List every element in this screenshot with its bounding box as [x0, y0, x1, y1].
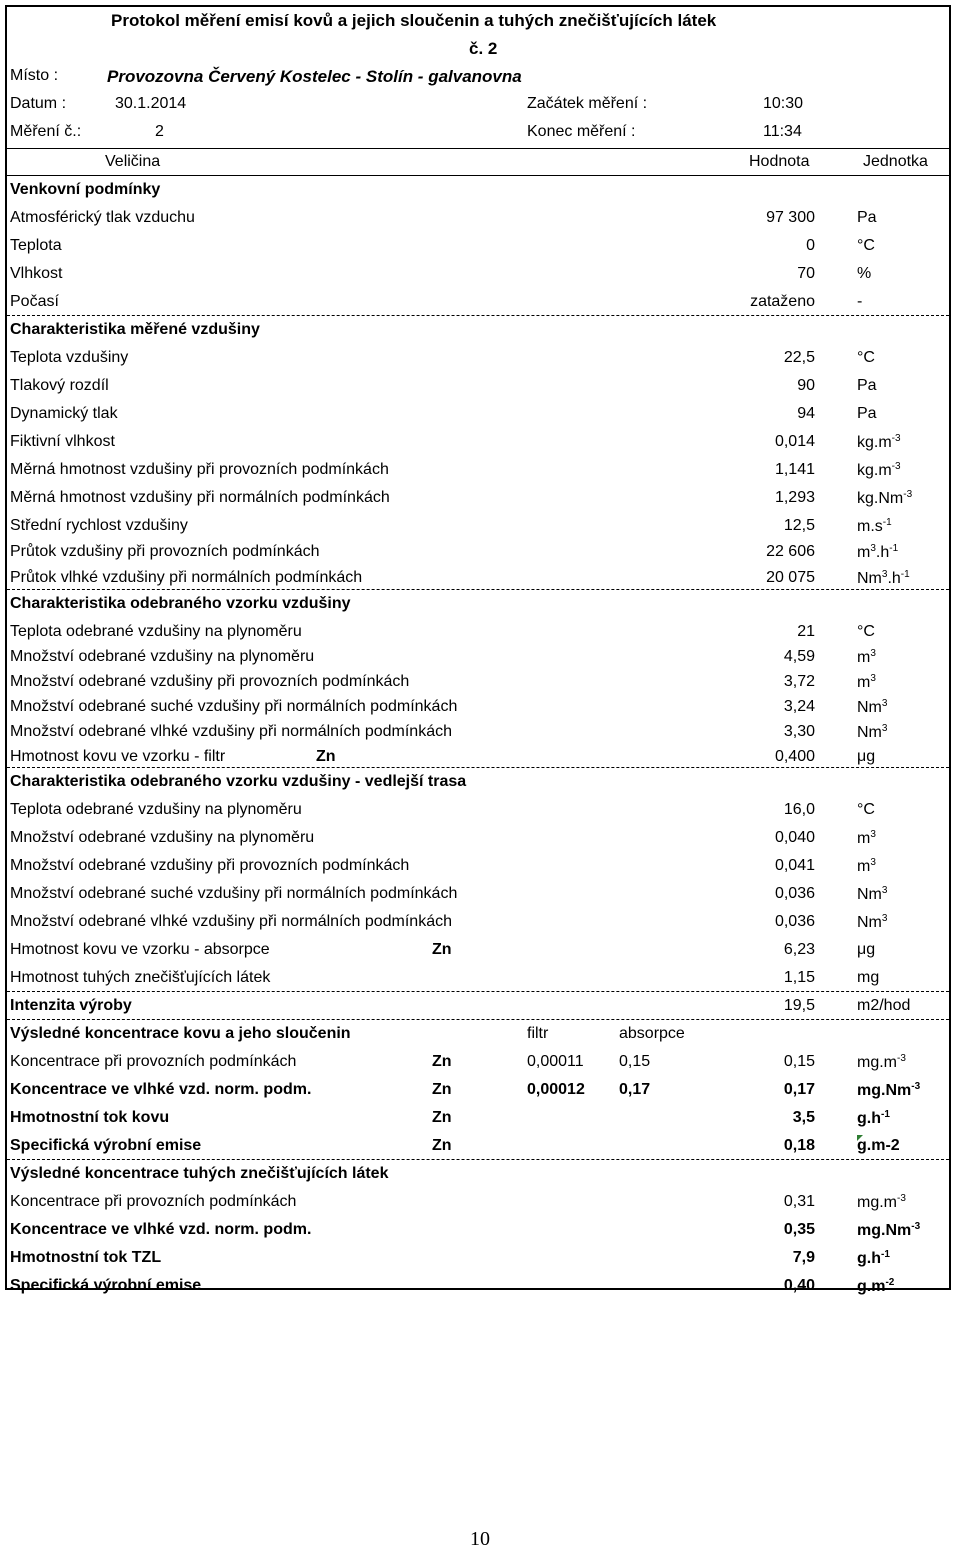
outdoor-unit: -	[857, 293, 863, 310]
sample-row	[7, 694, 949, 720]
end-value: 11:34	[763, 123, 802, 140]
measured-name: Dynamický tlak	[10, 405, 118, 422]
page-number: 10	[470, 1528, 490, 1550]
section-title: Charakteristika odebraného vzorku vzdušiny - vedlejší trasa	[10, 773, 467, 790]
side-element: Zn	[432, 941, 452, 958]
protocol-sheet	[5, 5, 951, 1295]
sample-unit: °C	[857, 623, 875, 640]
result-tzl-unit: $g.m^{-2}$	[857, 1277, 895, 1295]
side-unit: $m^3$	[857, 857, 876, 875]
outdoor-unit: %	[857, 265, 872, 282]
measured-value: 94	[797, 405, 815, 422]
side-row	[7, 909, 949, 935]
sample-unit: $m^3$	[857, 648, 876, 666]
result-metal-absorpce: 0,17	[619, 1081, 651, 1098]
sample-unit: μg	[857, 748, 876, 765]
side-unit: °C	[857, 801, 875, 818]
measured-unit: $m^3.h^{-1}$	[857, 543, 899, 561]
unit-superscript: -1	[882, 517, 892, 528]
measured-row	[7, 485, 949, 511]
unit-superscript: 3	[870, 857, 876, 868]
row-separator	[7, 315, 949, 316]
side-row	[7, 965, 949, 991]
result-tzl-name: Koncentrace ve vlhké vzd. norm. podm.	[10, 1221, 312, 1238]
outdoor-name: Atmosférický tlak vzduchu	[10, 209, 195, 226]
outdoor-unit: °C	[857, 237, 875, 254]
section-outdoor	[7, 177, 949, 203]
sample-value: 3,30	[783, 723, 815, 740]
section-title: Výsledné koncentrace kovu a jeho sloučenin	[10, 1025, 351, 1042]
row-separator	[7, 175, 949, 176]
row-separator	[7, 1019, 949, 1020]
measured-value: 22 606	[766, 543, 815, 560]
measured-name: Měrná hmotnost vzdušiny při provozních podmínkách	[10, 461, 389, 478]
sample-name: Množství odebrané vzdušiny při provozních podmínkách	[10, 673, 410, 690]
measured-value: 22,5	[783, 349, 815, 366]
measured-row	[7, 565, 949, 591]
result-metal-absorpce: 0,15	[619, 1053, 651, 1070]
sample-name: Množství odebrané suché vzdušiny při normálních podmínkách	[10, 698, 458, 715]
measured-unit: $kg.m^{-3}$	[857, 433, 901, 451]
side-row	[7, 853, 949, 879]
section-title: Venkovní podmínky	[10, 181, 161, 198]
side-unit: mg	[857, 969, 880, 986]
side-row	[7, 797, 949, 823]
section-title: Charakteristika odebraného vzorku vzdušiny	[10, 595, 351, 612]
mereni-label: Měření č.:	[10, 123, 82, 140]
section-sample	[7, 591, 949, 617]
measured-unit: $m.s^{-1}$	[857, 517, 892, 535]
side-value: 0,040	[774, 829, 815, 846]
sample-row	[7, 719, 949, 745]
column-absorpce: absorpce	[619, 1025, 685, 1042]
row-separator	[7, 1159, 949, 1160]
outdoor-row	[7, 289, 949, 315]
result-metal-element: Zn	[432, 1081, 452, 1098]
outdoor-name: Vlhkost	[10, 265, 63, 282]
sample-row	[7, 619, 949, 645]
result-tzl-row	[7, 1245, 949, 1271]
result-tzl-value: 0,40	[783, 1277, 815, 1294]
result-metal-name: Specifická výrobní emise	[10, 1137, 202, 1154]
measured-value: 12,5	[783, 517, 815, 534]
unit-superscript: 3	[881, 885, 888, 896]
outdoor-name: Teplota	[10, 237, 62, 254]
result-metal-unit: g.m-2	[857, 1137, 900, 1154]
side-value: 16,0	[783, 801, 815, 818]
result-metal-row	[7, 1049, 949, 1075]
sample-row	[7, 644, 949, 670]
title-row-2	[7, 37, 949, 63]
result-tzl-row	[7, 1189, 949, 1215]
end-label: Konec měření :	[527, 123, 636, 140]
side-unit: μg	[857, 941, 876, 958]
sample-row	[7, 669, 949, 695]
measured-unit: Pa	[857, 405, 877, 422]
datum-value: 30.1.2014	[115, 95, 187, 112]
sample-name: Teplota odebrané vzdušiny na plynoměru	[10, 623, 302, 640]
result-tzl-unit: $mg.Nm^{-3}$	[857, 1221, 921, 1239]
mereni-row	[7, 119, 949, 145]
side-value: 0,036	[774, 885, 815, 902]
measured-value: 20 075	[766, 569, 815, 586]
measured-name: Měrná hmotnost vzdušiny při normálních podmínkách	[10, 489, 390, 506]
side-name: Množství odebrané vlhké vzdušiny při normálních podmínkách	[10, 913, 452, 930]
sample-value: 3,72	[783, 673, 815, 690]
unit-superscript: 3	[870, 648, 876, 659]
side-value: 1,15	[783, 969, 815, 986]
measured-row	[7, 401, 949, 427]
result-metal-unit: $mg.Nm^{-3}$	[857, 1081, 921, 1099]
column-unit: Jednotka	[863, 153, 928, 170]
result-metal-element: Zn	[432, 1053, 452, 1070]
sample-value: 3,24	[783, 698, 815, 715]
section-side	[7, 769, 949, 795]
result-metal-row	[7, 1105, 949, 1131]
side-row	[7, 937, 949, 963]
title-row	[7, 9, 949, 35]
result-metal-element: Zn	[432, 1137, 452, 1154]
unit-superscript: -3	[903, 489, 913, 500]
measured-value: 0,014	[774, 433, 815, 450]
side-unit: $m^3$	[857, 829, 876, 847]
row-separator	[7, 767, 949, 768]
sample-unit: Nm$^3$	[857, 698, 888, 716]
result-metal-row	[7, 1077, 949, 1103]
result-tzl-unit: $g.h^{-1}$	[857, 1249, 890, 1267]
outdoor-value: 97 300	[766, 209, 815, 226]
outdoor-value: zataženo	[750, 293, 815, 310]
measured-value: 1,141	[774, 461, 815, 478]
misto-row	[7, 63, 949, 89]
unit-superscript: -1	[900, 569, 910, 580]
start-value: 10:30	[763, 95, 804, 112]
result-metal-filtr: 0,00012	[527, 1081, 585, 1098]
row-separator	[7, 991, 949, 992]
section-measured	[7, 317, 949, 343]
result-metal-name: Hmotnostní tok kovu	[10, 1109, 170, 1126]
column-filtr: filtr	[527, 1025, 549, 1042]
unit-superscript: 3	[881, 723, 888, 734]
result-metal-unit: $g.h^{-1}$	[857, 1109, 890, 1127]
side-row	[7, 825, 949, 851]
unit-superscript: -1	[881, 1109, 890, 1120]
side-unit: Nm$^3$	[857, 885, 888, 903]
result-metal-value: 0,15	[783, 1053, 815, 1070]
side-name: Hmotnost tuhých znečišťujících látek	[10, 969, 271, 986]
result-metal-name: Koncentrace ve vlhké vzd. norm. podm.	[10, 1081, 312, 1098]
result-tzl-unit: $mg.m^{-3}$	[857, 1193, 906, 1211]
measured-name: Tlakový rozdíl	[10, 377, 109, 394]
unit-superscript: 3	[881, 913, 888, 924]
outdoor-row	[7, 261, 949, 287]
sample-unit: Nm$^3$	[857, 723, 888, 741]
result-tzl-name: Specifická výrobní emise	[10, 1277, 202, 1294]
result-metal-filtr: 0,00011	[527, 1053, 584, 1070]
measured-name: Průtok vzdušiny při provozních podmínkách	[10, 543, 320, 560]
measured-row	[7, 429, 949, 455]
result-metal-value: 0,18	[783, 1137, 815, 1154]
outdoor-row	[7, 205, 949, 231]
unit-superscript: -3	[897, 1053, 906, 1064]
unit-superscript: 3	[881, 698, 888, 709]
misto-value: Provozovna Červený Kostelec - Stolín - galvanovna	[107, 67, 522, 86]
measured-name: Průtok vlhké vzdušiny při normálních podmínkách	[10, 569, 363, 586]
unit-superscript: -1	[889, 543, 899, 554]
protocol-number: č. 2	[469, 39, 498, 58]
section-results-tzl	[7, 1161, 949, 1187]
sample-name: Hmotnost kovu ve vzorku - filtr	[10, 748, 226, 765]
sample-value: 21	[797, 623, 815, 640]
measured-unit: Pa	[857, 377, 877, 394]
measured-row	[7, 345, 949, 371]
unit-superscript: 3	[870, 543, 876, 554]
unit-superscript: -3	[911, 1081, 921, 1092]
comment-marker	[857, 1135, 863, 1141]
sample-unit: $m^3$	[857, 673, 876, 691]
result-tzl-value: 7,9	[792, 1249, 815, 1266]
measured-name: Teplota vzdušiny	[10, 349, 129, 366]
sample-value: 4,59	[783, 648, 815, 665]
protocol-title: Protokol měření emisí kovů a jejich sloučenin a tuhých znečišťujících látek	[111, 11, 717, 30]
measured-value: 1,293	[774, 489, 815, 506]
intensity-name: Intenzita výroby	[10, 997, 132, 1014]
row-separator	[7, 589, 949, 590]
mereni-value: 2	[155, 123, 164, 140]
misto-label: Místo :	[10, 67, 59, 84]
sample-name: Množství odebrané vzdušiny na plynoměru	[10, 648, 315, 665]
unit-superscript: -3	[891, 433, 901, 444]
datum-label: Datum :	[10, 95, 67, 112]
sample-name: Množství odebrané vlhké vzdušiny při normálních podmínkách	[10, 723, 452, 740]
result-tzl-row	[7, 1217, 949, 1243]
side-value: 6,23	[783, 941, 815, 958]
unit-superscript: -3	[891, 461, 901, 472]
outdoor-value: 0	[806, 237, 815, 254]
result-tzl-name: Koncentrace při provozních podmínkách	[10, 1193, 297, 1210]
side-name: Množství odebrané vzdušiny na plynoměru	[10, 829, 315, 846]
unit-superscript: 3	[870, 673, 876, 684]
result-tzl-value: 0,35	[783, 1221, 815, 1238]
side-unit: Nm$^3$	[857, 913, 888, 931]
outdoor-value: 70	[797, 265, 815, 282]
intensity-value: 19,5	[783, 997, 815, 1014]
unit-superscript: 3	[881, 569, 888, 580]
side-name: Teplota odebrané vzdušiny na plynoměru	[10, 801, 302, 818]
result-tzl-row	[7, 1273, 949, 1299]
side-name: Hmotnost kovu ve vzorku - absorpce	[10, 941, 270, 958]
column-quantity: Veličina	[105, 153, 161, 170]
measured-name: Fiktivní vlhkost	[10, 433, 115, 450]
side-name: Množství odebrané vzdušiny při provozních podmínkách	[10, 857, 410, 874]
measured-name: Střední rychlost vzdušiny	[10, 517, 188, 534]
column-header-row	[7, 149, 949, 175]
result-metal-value: 3,5	[792, 1109, 815, 1126]
measured-row	[7, 539, 949, 565]
unit-superscript: 3	[870, 829, 876, 840]
outdoor-unit: Pa	[857, 209, 877, 226]
unit-superscript: -2	[885, 1277, 895, 1288]
section-results-metal	[7, 1021, 949, 1047]
result-metal-value: 0,17	[783, 1081, 815, 1098]
section-title: Výsledné koncentrace tuhých znečišťujících látek	[10, 1165, 389, 1182]
unit-superscript: -1	[881, 1249, 890, 1260]
side-value: 0,036	[774, 913, 815, 930]
result-metal-name: Koncentrace při provozních podmínkách	[10, 1053, 297, 1070]
result-metal-unit: $mg.m^{-3}$	[857, 1053, 906, 1071]
side-value: 0,041	[774, 857, 815, 874]
intensity-unit: m2/hod	[857, 997, 911, 1014]
measured-row	[7, 513, 949, 539]
measured-unit: $kg.Nm^{-3}$	[857, 489, 913, 507]
sample-value: 0,400	[774, 748, 815, 765]
unit-superscript: -3	[911, 1221, 921, 1232]
intensity-row	[7, 993, 949, 1019]
measured-unit: $Nm^3.h^{-1}$	[857, 569, 910, 587]
side-row	[7, 881, 949, 907]
result-tzl-value: 0,31	[783, 1193, 815, 1210]
outdoor-row	[7, 233, 949, 259]
side-name: Množství odebrané suché vzdušiny při normálních podmínkách	[10, 885, 458, 902]
measured-unit: °C	[857, 349, 875, 366]
unit-superscript: -3	[897, 1193, 906, 1204]
measured-row	[7, 373, 949, 399]
result-metal-element: Zn	[432, 1109, 452, 1126]
outdoor-name: Počasí	[10, 293, 59, 310]
column-value: Hodnota	[749, 153, 810, 170]
result-tzl-name: Hmotnostní tok TZL	[10, 1249, 162, 1266]
datum-row	[7, 91, 949, 117]
measured-unit: $kg.m^{-3}$	[857, 461, 901, 479]
start-label: Začátek měření :	[527, 95, 648, 112]
measured-value: 90	[797, 377, 815, 394]
section-title: Charakteristika měřené vzdušiny	[10, 321, 260, 338]
sample-element: Zn	[316, 748, 336, 765]
measured-row	[7, 457, 949, 483]
result-metal-row	[7, 1133, 949, 1159]
